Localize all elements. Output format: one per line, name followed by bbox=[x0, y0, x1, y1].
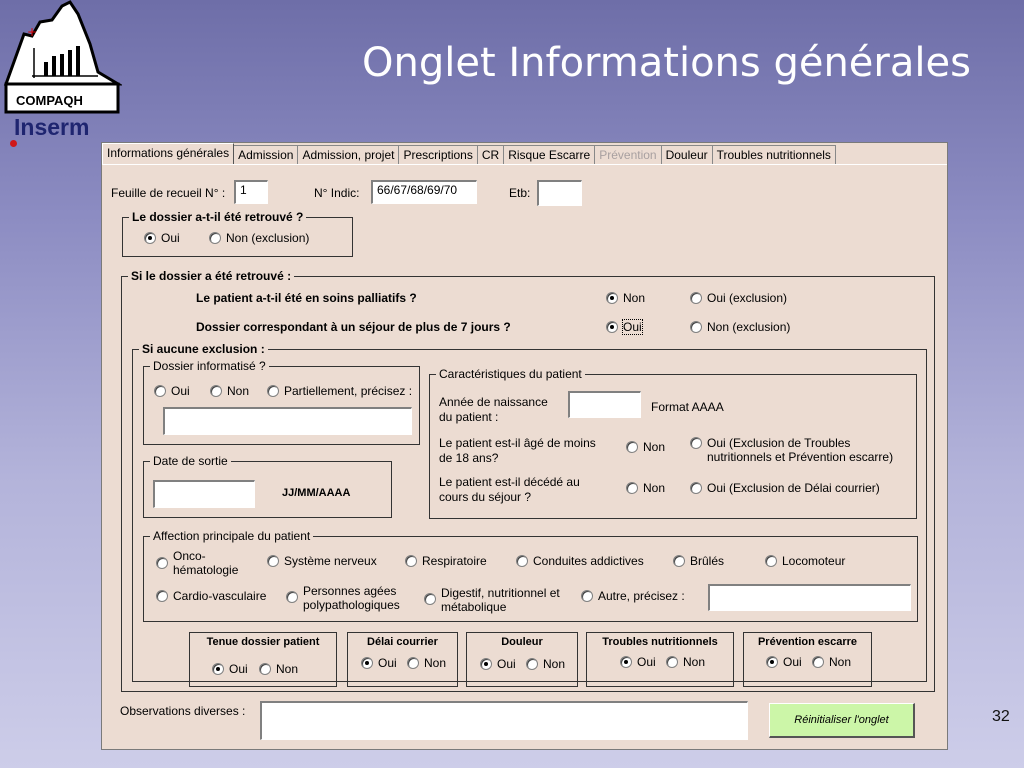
module-troubles-nutritionnels-oui-radio[interactable]: Oui bbox=[620, 655, 656, 669]
logo-box-label: COMPAQH bbox=[16, 93, 83, 108]
affection-onco-radio[interactable]: Onco- hématologie bbox=[156, 549, 238, 577]
dossier-retrouve-non-radio[interactable]: Non (exclusion) bbox=[209, 231, 309, 245]
module-tenue-dossier-non-radio[interactable]: Non bbox=[259, 662, 298, 676]
tab-bar bbox=[102, 143, 836, 165]
module-prevention-escarre-non-radio[interactable]: Non bbox=[812, 655, 851, 669]
aucune-exclusion-title: Si aucune exclusion : bbox=[139, 342, 268, 356]
tab-prescriptions[interactable]: Prescriptions bbox=[399, 145, 477, 165]
date-sortie-field[interactable] bbox=[153, 480, 255, 508]
module-troubles-nutritionnels-group bbox=[586, 632, 734, 687]
annee-label-line1: Année de naissance bbox=[439, 395, 548, 409]
affection-title: Affection principale du patient bbox=[150, 529, 313, 543]
informatise-partiel-radio[interactable]: Partiellement, précisez : bbox=[267, 384, 412, 398]
module-tenue-dossier-group bbox=[189, 632, 337, 687]
age-label-line2: de 18 ans? bbox=[439, 451, 499, 465]
module-troubles-nutritionnels-title: Troubles nutritionnels bbox=[602, 636, 718, 648]
tab-risque-escarre[interactable]: Risque Escarre bbox=[504, 145, 595, 165]
caracteristiques-group bbox=[429, 367, 917, 519]
module-tenue-dossier-oui-radio[interactable]: Oui bbox=[212, 662, 248, 676]
deces-label-line2: cours du séjour ? bbox=[439, 490, 532, 504]
si-retrouve-group bbox=[121, 269, 935, 692]
dossier-informatise-title: Dossier informatisé ? bbox=[150, 359, 269, 373]
module-delai-courrier-non-radio[interactable]: Non bbox=[407, 656, 446, 670]
tab-informations-generales[interactable]: Informations générales bbox=[102, 143, 234, 165]
dossier-retrouve-title: Le dossier a-t-il été retrouvé ? bbox=[129, 210, 306, 224]
module-delai-courrier-title: Délai courrier bbox=[367, 636, 438, 648]
annee-label-line2: du patient : bbox=[439, 410, 499, 424]
module-prevention-escarre-title: Prévention escarre bbox=[757, 636, 858, 648]
question-palliatifs: Le patient a-t-il été en soins palliatifs ? bbox=[196, 291, 417, 305]
tab-troubles-nutritionnels[interactable]: Troubles nutritionnels bbox=[713, 145, 836, 165]
svg-text:+: + bbox=[27, 25, 38, 39]
affection-cardio-radio[interactable]: Cardio-vasculaire bbox=[156, 589, 266, 603]
deces-label-line1: Le patient est-il décédé au bbox=[439, 475, 580, 489]
tab-admission-projet[interactable]: Admission, projet bbox=[298, 145, 399, 165]
observations-label: Observations diverses : bbox=[120, 704, 246, 718]
feuille-field[interactable]: 1 bbox=[234, 180, 268, 204]
affection-autre-field[interactable] bbox=[708, 584, 911, 611]
observations-field[interactable] bbox=[260, 701, 748, 740]
si-retrouve-title: Si le dossier a été retrouvé : bbox=[128, 269, 294, 283]
date-sortie-format: JJ/MM/AAAA bbox=[282, 487, 351, 499]
informatise-oui-radio[interactable]: Oui bbox=[154, 384, 190, 398]
dossier-retrouve-oui-radio[interactable]: Oui bbox=[144, 231, 180, 245]
indic-field[interactable]: 66/67/68/69/70 bbox=[371, 180, 477, 204]
affection-respiratoire-radio[interactable]: Respiratoire bbox=[405, 554, 487, 568]
reinitialiser-onglet-button[interactable]: Réinitialiser l'onglet bbox=[769, 703, 915, 738]
dossier-retrouve-group bbox=[122, 210, 353, 257]
slide-number: 32 bbox=[992, 708, 1010, 725]
annee-naissance-field[interactable] bbox=[568, 391, 641, 418]
age-oui-radio[interactable]: Oui (Exclusion de Troubles nutritionnels et Prévention escarre) bbox=[690, 436, 893, 464]
module-prevention-escarre-group bbox=[743, 632, 872, 687]
slide-title: Onglet Informations générales bbox=[362, 40, 971, 86]
affection-systeme-nerveux-radio[interactable]: Système nerveux bbox=[267, 554, 377, 568]
module-douleur-oui-radio[interactable]: Oui bbox=[480, 657, 516, 671]
affection-autre-radio[interactable]: Autre, précisez : bbox=[581, 589, 685, 603]
date-sortie-group bbox=[143, 454, 392, 518]
tab-cr[interactable]: CR bbox=[478, 145, 504, 165]
indic-label: N° Indic: bbox=[314, 186, 360, 200]
tab-douleur[interactable]: Douleur bbox=[662, 145, 713, 165]
form-window bbox=[101, 142, 948, 750]
etb-field[interactable] bbox=[537, 180, 582, 206]
affection-locomoteur-radio[interactable]: Locomoteur bbox=[765, 554, 845, 568]
palliatifs-non-radio[interactable]: Non bbox=[606, 291, 645, 305]
tab-admission[interactable]: Admission bbox=[234, 145, 298, 165]
deces-oui-radio[interactable]: Oui (Exclusion de Délai courrier) bbox=[690, 481, 880, 495]
date-sortie-title: Date de sortie bbox=[150, 454, 231, 468]
module-douleur-non-radio[interactable]: Non bbox=[526, 657, 565, 671]
sejour-oui-radio[interactable]: Oui bbox=[606, 320, 642, 334]
affection-digestif-radio[interactable]: Digestif, nutritionnel et métabolique bbox=[424, 586, 560, 614]
module-prevention-escarre-oui-radio[interactable]: Oui bbox=[766, 655, 802, 669]
affection-addictives-radio[interactable]: Conduites addictives bbox=[516, 554, 644, 568]
question-sejour: Dossier correspondant à un séjour de plus de 7 jours ? bbox=[196, 320, 511, 334]
aucune-exclusion-group bbox=[132, 342, 927, 682]
dossier-informatise-group bbox=[143, 359, 420, 445]
tab-divider bbox=[102, 164, 947, 165]
module-douleur-title: Douleur bbox=[501, 636, 543, 648]
logo-dot-icon bbox=[10, 140, 17, 147]
caracteristiques-title: Caractéristiques du patient bbox=[436, 367, 585, 381]
affection-brules-radio[interactable]: Brûlés bbox=[673, 554, 724, 568]
palliatifs-oui-radio[interactable]: Oui (exclusion) bbox=[690, 291, 787, 305]
module-douleur-group bbox=[466, 632, 578, 687]
module-tenue-dossier-title: Tenue dossier patient bbox=[206, 636, 320, 648]
module-delai-courrier-oui-radio[interactable]: Oui bbox=[361, 656, 397, 670]
informatise-non-radio[interactable]: Non bbox=[210, 384, 249, 398]
age-non-radio[interactable]: Non bbox=[626, 440, 665, 454]
annee-format: Format AAAA bbox=[651, 400, 724, 414]
module-delai-courrier-group bbox=[347, 632, 458, 687]
feuille-label: Feuille de recueil N° : bbox=[111, 186, 226, 200]
age-label-line1: Le patient est-il âgé de moins bbox=[439, 436, 596, 450]
affection-group bbox=[143, 529, 918, 622]
etb-label: Etb: bbox=[509, 186, 531, 200]
affection-agees-radio[interactable]: Personnes agées polypathologiques bbox=[286, 584, 400, 612]
inserm-logo-text: Inserm bbox=[14, 114, 90, 140]
sejour-non-radio[interactable]: Non (exclusion) bbox=[690, 320, 790, 334]
tab-prevention[interactable]: Prévention bbox=[595, 145, 661, 165]
deces-non-radio[interactable]: Non bbox=[626, 481, 665, 495]
module-troubles-nutritionnels-non-radio[interactable]: Non bbox=[666, 655, 705, 669]
informatise-precision-field[interactable] bbox=[163, 407, 412, 435]
